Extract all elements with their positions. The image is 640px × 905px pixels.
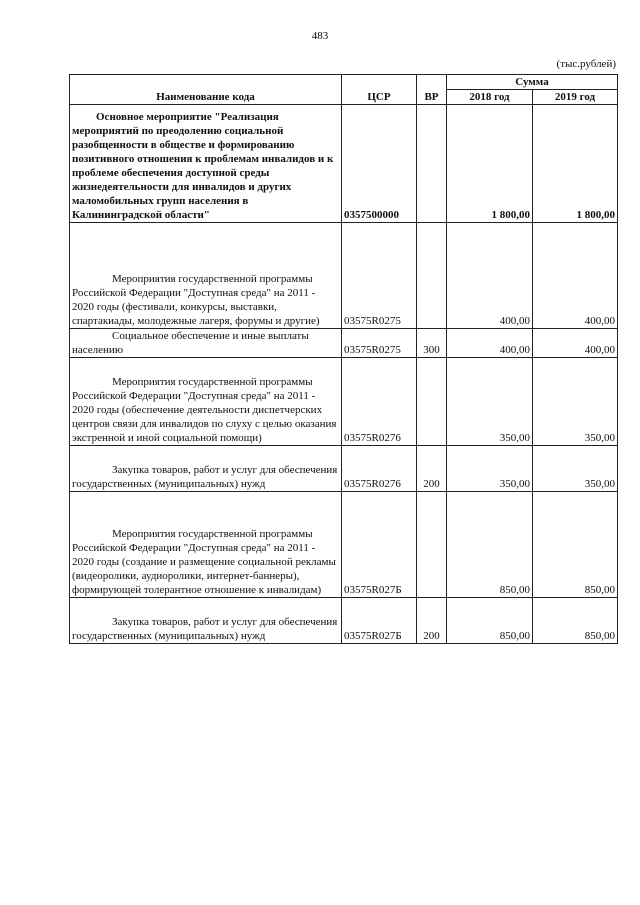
row-csr: 0357500000 [342,105,417,223]
units-label: (тыс.рублей) [556,58,616,70]
row-2018: 850,00 [447,492,533,598]
row-name: Мероприятия государственной программы Российской Федерации "Доступная среда" на 2011 - 2020 годы (обеспечение деятельности диспетчерских центров связи для инвалидов по слуху с целью оказания экстренной и иной социальной помощи) [70,358,342,446]
col-header-name: Наименование кода [70,75,342,105]
row-name: Социальное обеспечение и иные выплаты населению [70,329,342,358]
row-csr: 03575R0275 [342,223,417,329]
row-2019: 350,00 [533,446,618,492]
row-2018: 850,00 [447,598,533,644]
table-row [70,598,618,644]
table-row [70,329,618,358]
row-vr: 300 [417,329,447,358]
row-name: Закупка товаров, работ и услуг для обеспечения государственных (муниципальных) нужд [70,598,342,644]
row-vr: 200 [417,598,447,644]
row-name: Мероприятия государственной программы Российской Федерации "Доступная среда" на 2011 - 2020 годы (фестивали, конкурсы, выставки, спартакиады, молодежные лагеря, форумы и другие) [70,223,342,329]
budget-table [69,74,618,644]
table-row [70,358,618,446]
row-csr: 03575R0275 [342,329,417,358]
row-vr [417,492,447,598]
row-2018: 1 800,00 [447,105,533,223]
row-2019: 1 800,00 [533,105,618,223]
page-number: 483 [311,30,329,42]
row-csr: 03575R027Б [342,492,417,598]
row-vr: 200 [417,446,447,492]
row-name: Закупка товаров, работ и услуг для обеспечения государственных (муниципальных) нужд [70,446,342,492]
table-row [70,446,618,492]
row-2018: 350,00 [447,358,533,446]
row-name: Мероприятия государственной программы Российской Федерации "Доступная среда" на 2011 - 2020 годы (создание и размещение социальной рекламы (видеоролики, аудиоролики, интернет-баннеры), формирующей толерантное отношение к инвалидам) [70,492,342,598]
table-row [70,223,618,329]
col-header-2018: 2018 год [447,90,533,105]
row-2019: 400,00 [533,223,618,329]
row-2019: 350,00 [533,358,618,446]
row-csr: 03575R0276 [342,358,417,446]
row-2019: 850,00 [533,492,618,598]
table-row [70,492,618,598]
row-2018: 400,00 [447,223,533,329]
col-header-csr: ЦСР [342,75,417,105]
col-header-sum: Сумма [447,75,618,90]
row-name: Основное мероприятие "Реализация мероприятий по преодолению социальной разобщенности в обществе и формированию позитивного отношения к проблемам инвалидов и к проблеме обеспечения доступной среды жизнедеятельности для инвалидов и других маломобильных групп населения в Калининградской области" [70,105,342,223]
row-csr: 03575R0276 [342,446,417,492]
row-csr: 03575R027Б [342,598,417,644]
col-header-2019: 2019 год [533,90,618,105]
row-vr [417,223,447,329]
row-2018: 400,00 [447,329,533,358]
row-vr [417,105,447,223]
row-2018: 350,00 [447,446,533,492]
table-row [70,105,618,223]
row-vr [417,358,447,446]
row-2019: 850,00 [533,598,618,644]
col-header-vr: ВР [417,75,447,105]
row-2019: 400,00 [533,329,618,358]
